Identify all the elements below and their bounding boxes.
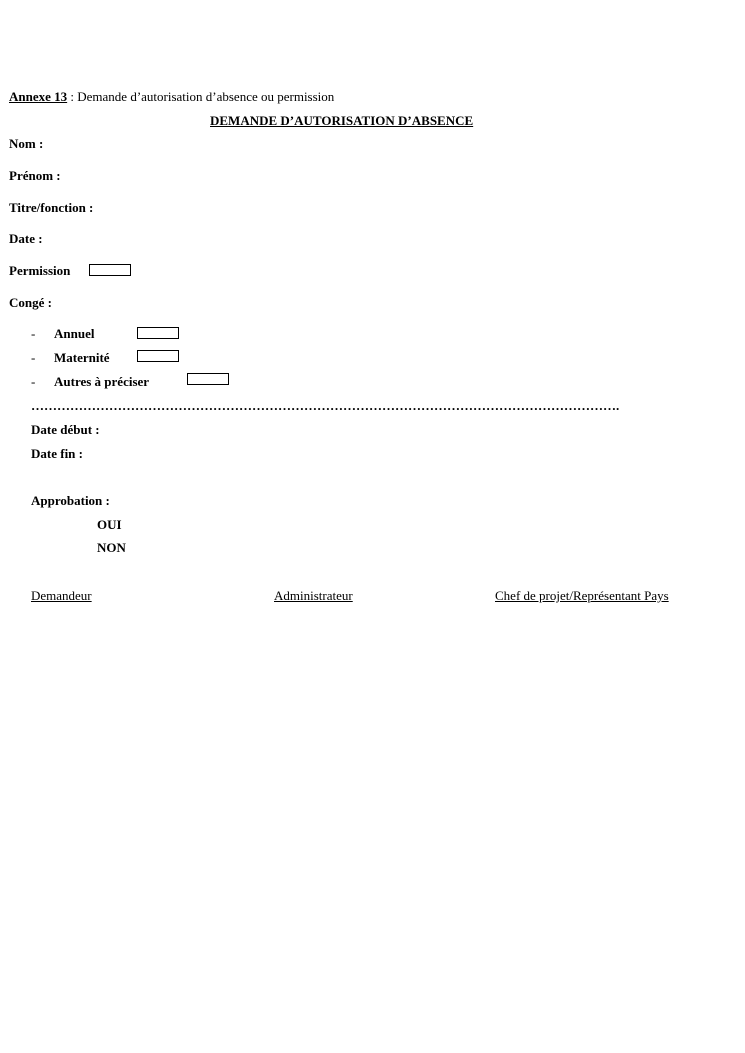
date-debut-label: Date début :	[31, 422, 100, 437]
annex-description: : Demande d’autorisation d’absence ou permission	[67, 89, 335, 104]
permission-label: Permission	[9, 263, 71, 278]
conge-autres-checkbox[interactable]	[187, 373, 229, 385]
signature-demandeur: Demandeur	[31, 588, 92, 603]
conge-option-autres-label: Autres à préciser	[54, 374, 150, 389]
conge-option-maternite-label: Maternité	[54, 350, 110, 365]
permission-checkbox[interactable]	[89, 264, 131, 276]
annex-header	[9, 89, 334, 105]
signature-chef-de-projet: Chef de projet/Représentant Pays	[495, 588, 669, 603]
date-fin-label: Date fin :	[31, 446, 83, 461]
page-title: DEMANDE D’AUTORISATION D’ABSENCE	[210, 113, 474, 128]
conge-option-annuel-label: Annuel	[54, 326, 95, 341]
approbation-oui: OUI	[97, 517, 122, 532]
conge-maternite-checkbox[interactable]	[137, 350, 179, 362]
list-bullet: -	[31, 326, 36, 341]
prenom-field-label: Prénom :	[9, 168, 61, 183]
approbation-label: Approbation :	[31, 493, 110, 508]
approbation-non: NON	[97, 540, 126, 555]
signature-administrateur: Administrateur	[274, 588, 353, 603]
date-field-label: Date :	[9, 231, 43, 246]
conge-annuel-checkbox[interactable]	[137, 327, 179, 339]
list-bullet: -	[31, 350, 36, 365]
titre-fonction-field-label: Titre/fonction :	[9, 200, 94, 215]
annex-label: Annexe 13	[9, 89, 68, 104]
dotted-fill-line[interactable]: ……………………………………………………………………………………………………………………….	[31, 398, 620, 413]
conge-label: Congé :	[9, 295, 52, 310]
list-bullet: -	[31, 374, 36, 389]
nom-field-label: Nom :	[9, 136, 44, 151]
